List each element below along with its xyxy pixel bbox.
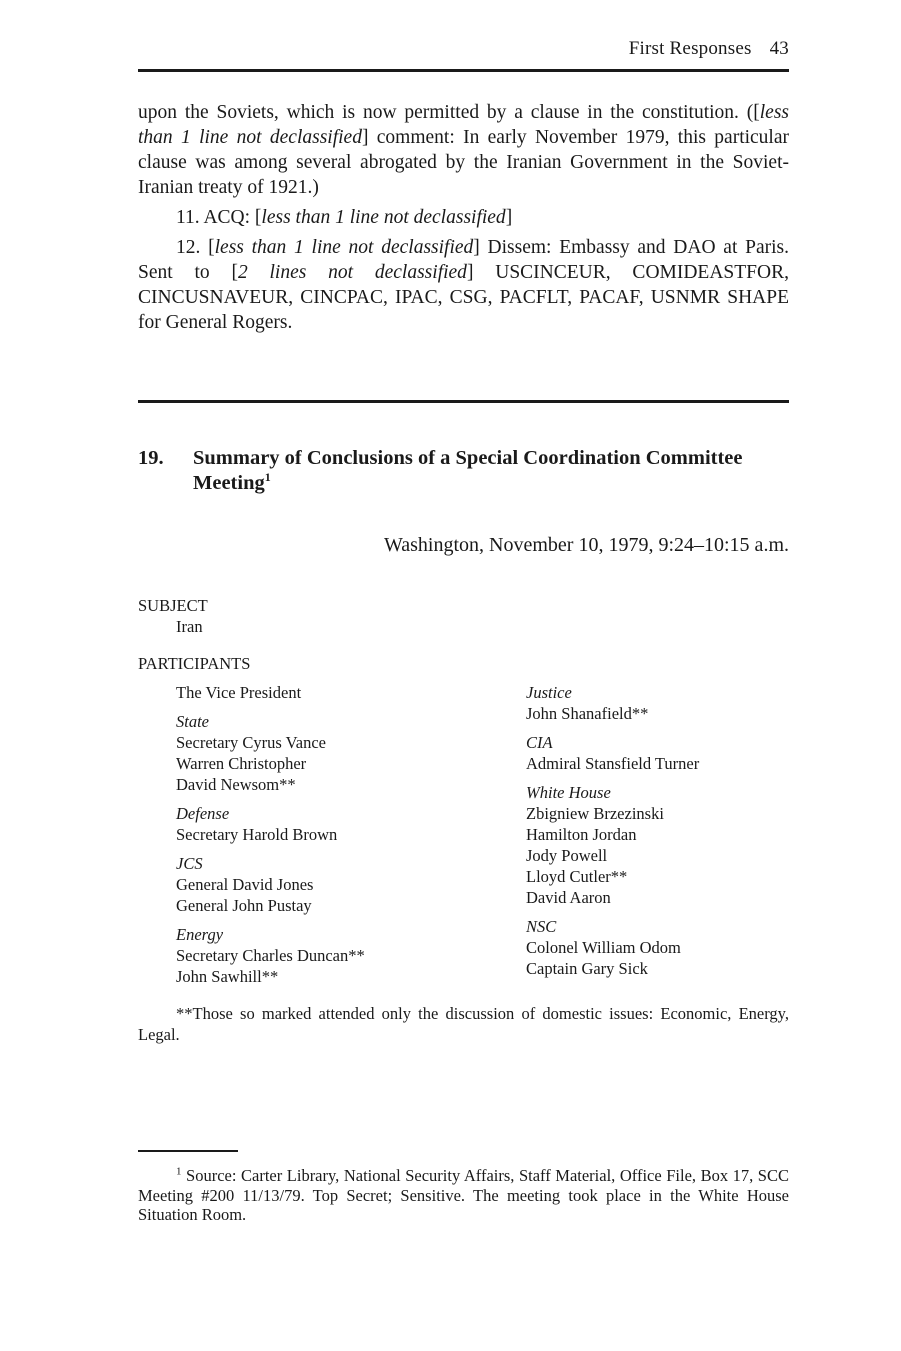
section-rule xyxy=(138,400,789,403)
participant-name: Admiral Stansfield Turner xyxy=(526,754,700,773)
subject-value: Iran xyxy=(176,617,203,636)
agency-heading: JCS xyxy=(176,854,203,873)
footnote-marker: 1 xyxy=(176,1165,182,1178)
agency-heading: White House xyxy=(526,783,611,802)
agency-heading: Justice xyxy=(526,683,572,702)
participant-name: David Newsom** xyxy=(176,775,296,794)
participants-label: PARTICIPANTS xyxy=(138,654,251,673)
participant-group xyxy=(176,803,496,845)
attendance-note: **Those so marked attended only the discussion of domestic issues: Economic, Energy, Legal. xyxy=(138,1004,789,1044)
participants-right-column xyxy=(526,682,846,987)
participant-group xyxy=(526,916,846,979)
footnote xyxy=(138,1166,789,1225)
dateline: Washington, November 10, 1979, 9:24–10:15 a.m. xyxy=(383,534,789,556)
running-title: First Responses xyxy=(628,38,752,59)
continued-text xyxy=(138,100,789,340)
participant-name: Zbigniew Brzezinski xyxy=(526,804,664,823)
participant-name: Lloyd Cutler** xyxy=(526,867,628,886)
footnote-rule xyxy=(138,1150,238,1152)
participant-group xyxy=(176,924,496,987)
participant-group xyxy=(176,682,496,703)
agency-heading: Defense xyxy=(176,804,230,823)
participant-group xyxy=(526,782,846,908)
participant-name: General John Pustay xyxy=(176,896,312,915)
participant-group xyxy=(526,682,846,724)
agency-heading: State xyxy=(176,712,209,731)
paragraph-continued: upon the Soviets, which is now permitted by a clause in the constitution. ([less than 1 line not declassified] comment: In early November 1979, this particular clause was among several abrogated by the Iranian Government in the Soviet-Iranian treaty of 1921.) xyxy=(138,102,789,198)
participant-name: General David Jones xyxy=(176,875,314,894)
participant-group xyxy=(176,711,496,795)
running-header xyxy=(629,38,789,60)
footnote-text: Source: Carter Library, National Security Affairs, Staff Material, Office File, Box 17, SCC Meeting #200 11/13/79. Top Secret; Sensitive. The meeting took place in the White House Situation Room. xyxy=(138,1166,789,1224)
paragraph-12: 12. [less than 1 line not declassified] Dissem: Embassy and DAO at Paris. Sent to [2 lines not declassified] USCINCEUR, COMIDEASTFOR, CINCUSNAVEUR, CINCPAC, IPAC, CSG, PACFLT, PACAF, USNMR SHAPE for General Rogers. xyxy=(138,237,789,333)
participant-name: Jody Powell xyxy=(526,846,608,865)
paragraph-11: 11. ACQ: [less than 1 line not declassified] xyxy=(176,207,513,228)
page-number: 43 xyxy=(769,38,789,59)
header-rule xyxy=(138,69,789,72)
participant-name: The Vice President xyxy=(176,683,302,702)
document-heading xyxy=(138,446,789,496)
participant-name: John Shanafield** xyxy=(526,704,649,723)
agency-heading: Energy xyxy=(176,925,224,944)
participant-name: Secretary Cyrus Vance xyxy=(176,733,326,752)
participant-name: John Sawhill** xyxy=(176,967,279,986)
participant-name: Hamilton Jordan xyxy=(526,825,637,844)
agency-heading: NSC xyxy=(526,917,557,936)
participant-name: Secretary Harold Brown xyxy=(176,825,338,844)
subject-label: SUBJECT xyxy=(138,596,208,615)
document-number: 19. xyxy=(138,447,164,469)
participant-name: Warren Christopher xyxy=(176,754,307,773)
participant-group xyxy=(176,853,496,916)
footnote-reference: 1 xyxy=(264,470,271,485)
participant-name: David Aaron xyxy=(526,888,611,907)
document-page xyxy=(138,0,789,1351)
document-title: Summary of Conclusions of a Special Coordination Committee Meeting xyxy=(193,447,743,494)
participant-name: Captain Gary Sick xyxy=(526,959,648,978)
participants-left-column xyxy=(176,682,496,995)
agency-heading: CIA xyxy=(526,733,553,752)
participant-group xyxy=(526,732,846,774)
participant-name: Colonel William Odom xyxy=(526,938,681,957)
participant-name: Secretary Charles Duncan** xyxy=(176,946,365,965)
